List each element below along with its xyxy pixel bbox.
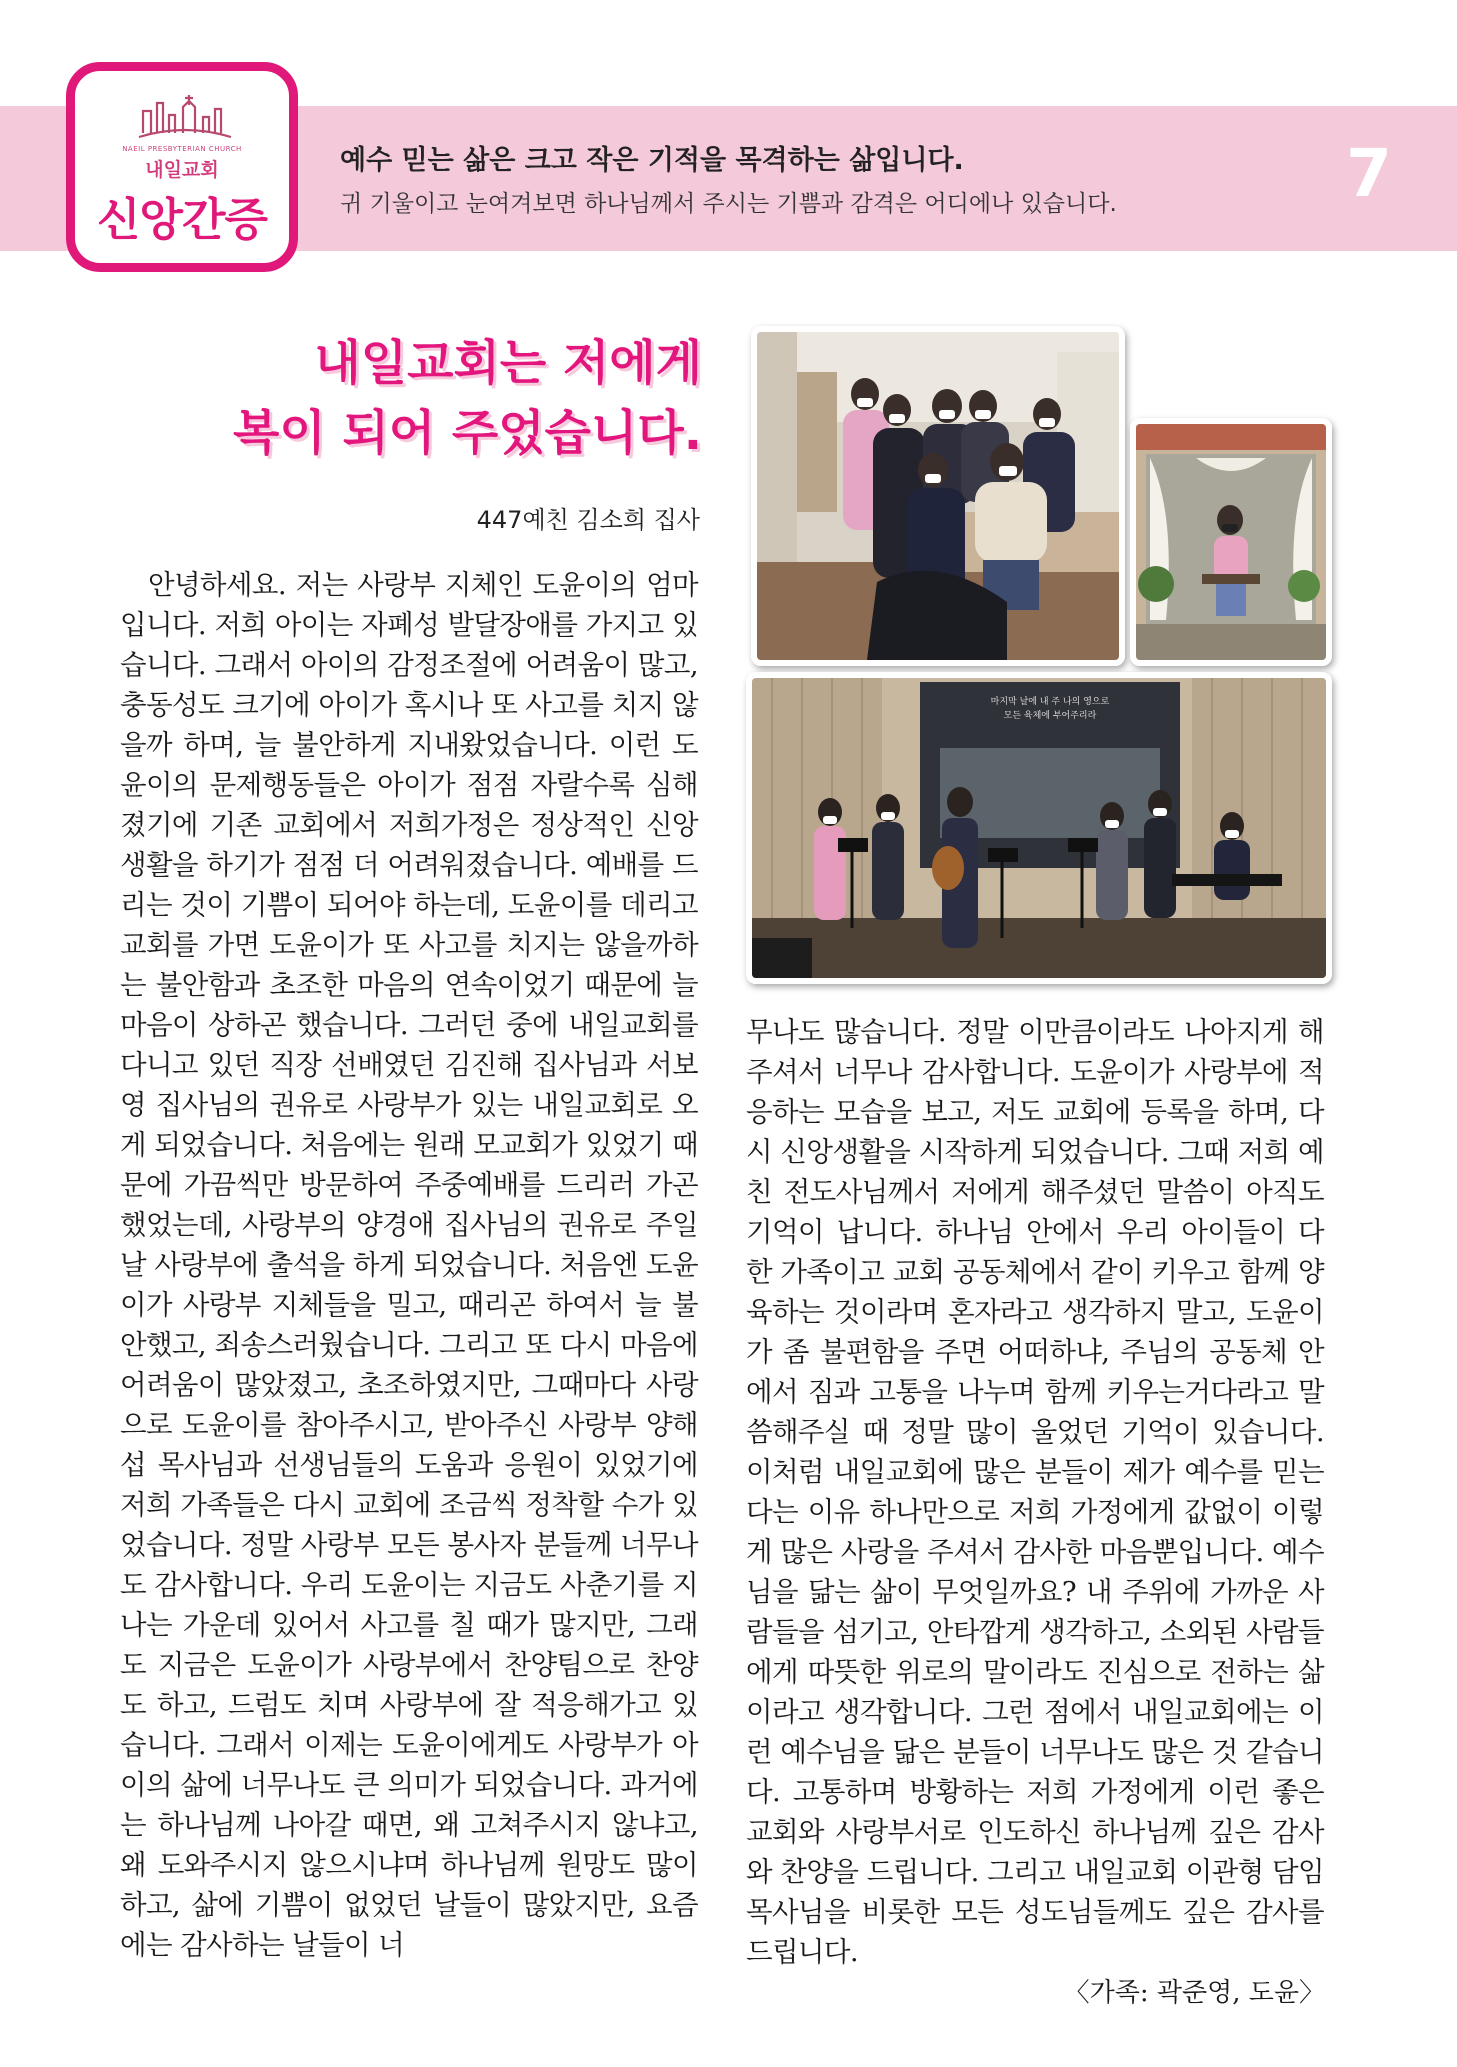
body-text-left: 안녕하세요. 저는 사랑부 지체인 도윤이의 엄마입니다. 저희 아이는 자폐성 발달장애를 가지고 있습니다. 그래서 아이의 감정조절에 어려움이 많고, 충동성도 크기에 아이가 혹시나 또 사고를 치지 않을까 하며, 늘 불안하게 지내왔었습니다. 이런 도윤이의 문제행동들은 아이가 점점 자랄수록 심해졌기에 기존 교회에서 저희가정은 정상적인 신앙생활을 하기가 점점 더 어려워졌습니다. 예배를 드리는 것이 기쁨이 되어야 하는데, 도윤이를 데리고 교회를 가면 도윤이가 또 사고를 치지는 않을까하는 불안함과 초조한 마음의 연속이었기 때문에 늘 마음이 상하곤 했습니다. 그러던 중에 내일교회를 다니고 있던 직장 선배였던 김진해 집사님과 서보영 집사님의 권유로 사랑부가 있는 내일교회로 오게 되었습니다. 처음에는 원래 모교회가 있었기 때문에 가끔씩만 방문하여 주중예배를 드리러 가곤 했었는데, 사랑부의 양경애 집사님의 권유로 주일날 사랑부에 출석을 하게 되었습니다. 처음엔 도윤이가 사랑부 지체들을 밀고, 때리곤 하여서 늘 불안했고, 죄송스러웠습니다. 그리고 또 다시 마음에 어려움이 많았졌고, 초조하였지만, 그때마다 사랑으로 도윤이를 참아주시고, 받아주신 사랑부 양해섭 목사님과 선생님들의 도움과 응원이 있었기에 저희 가족들은 다시 교회에 조금씩 정착할 수가 있었습니다. 정말 사랑부 모든 봉사자 분들께 너무나도 감사합니다. 우리 도윤이는 지금도 사춘기를 지나는 가운데 있어서 사고를 칠 때가 많지만, 그래도 지금은 도윤이가 사랑부에서 찬양팀으로 찬양도 하고, 드럼도 치며 사랑부에 잘 적응해가고 있습니다. 그래서 이제는 도윤이에게도 사랑부가 아이의 삶에 너무나도 큰 의미가 되었습니다. 과거에는 하나님께 나아갈 때면, 왜 고쳐주시지 않냐고, 왜 도와주시지 않으시냐며 하나님께 원망도 많이 하고, 삶에 기쁨이 없었던 날들이 많았지만, 요즘에는 감사하는 날들이 너 <box>120 569 698 1961</box>
title-line-1: 내일교회는 저에게 <box>314 335 702 391</box>
header-subline: 귀 기울이고 눈여겨보면 하나님께서 주시는 기쁨과 감격은 어디에나 있습니다. <box>340 191 1117 217</box>
header-tagline: 예수 믿는 삶은 크고 작은 기적을 목격하는 삶입니다. <box>340 145 964 176</box>
page-number: 7 <box>1346 135 1392 212</box>
family-signature: 〈가족: 곽준영, 도윤〉 <box>1063 1978 1325 2008</box>
body-column-right <box>746 1012 1324 1972</box>
screen-caption-2: 모든 육체에 부어주리라 <box>1003 711 1097 721</box>
storefront-photo <box>1130 418 1332 666</box>
article-title <box>233 328 702 468</box>
worship-band-photo <box>746 672 1332 984</box>
title-line-2: 복이 되어 주었습니다. <box>233 405 702 461</box>
screen-caption-1: 마지막 날에 내 주 나의 영으로 <box>990 697 1110 707</box>
section-badge <box>66 62 298 272</box>
group-photo <box>751 326 1125 666</box>
church-skyline-icon <box>137 93 233 145</box>
badge-small-text: NAEIL PRESBYTERIAN CHURCH <box>122 145 242 153</box>
section-label: 신앙간증 <box>97 193 267 246</box>
article-author: 447예친 김소희 집사 <box>476 506 700 534</box>
body-text-right: 무나도 많습니다. 정말 이만큼이라도 나아지게 해주셔서 너무나 감사합니다. 도윤이가 사랑부에 적응하는 모습을 보고, 저도 교회에 등록을 하며, 다시 신앙생활을 시작하게 되었습니다. 그때 저희 예친 전도사님께서 저에게 해주셨던 말씀이 아직도 기억이 납니다. 하나님 안에서 우리 아이들이 다 한 가족이고 교회 공동체에서 같이 키우고 함께 양육하는 것이라며 혼자라고 생각하지 말고, 도윤이가 좀 불편함을 주면 어떠하냐, 주님의 공동체 안에서 짐과 고통을 나누며 함께 키우는거다라고 말씀해주실 때 정말 많이 울었던 기억이 있습니다. 이처럼 내일교회에 많은 분들이 제가 예수를 믿는다는 이유 하나만으로 저희 가정에게 값없이 이렇게 많은 사랑을 주셔서 감사한 마음뿐입니다. 예수님을 닮는 삶이 무엇일까요? 내 주위에 가까운 사람들을 섬기고, 안타깝게 생각하고, 소외된 사람들에게 따뜻한 위로의 말이라도 진심으로 전하는 삶이라고 생각합니다. 그런 점에서 내일교회에는 이런 예수님을 닮은 분들이 너무나도 많은 것 같습니다. 고통하며 방황하는 저희 가정에게 이런 좋은 교회와 사랑부서로 인도하신 하나님께 깊은 감사와 찬양을 드립니다. 그리고 내일교회 이관형 담임목사님을 비롯한 모든 성도님들께도 깊은 감사를 드립니다. <box>746 1016 1324 1968</box>
body-column-left <box>120 565 698 1965</box>
church-name: 내일교회 <box>145 159 219 181</box>
